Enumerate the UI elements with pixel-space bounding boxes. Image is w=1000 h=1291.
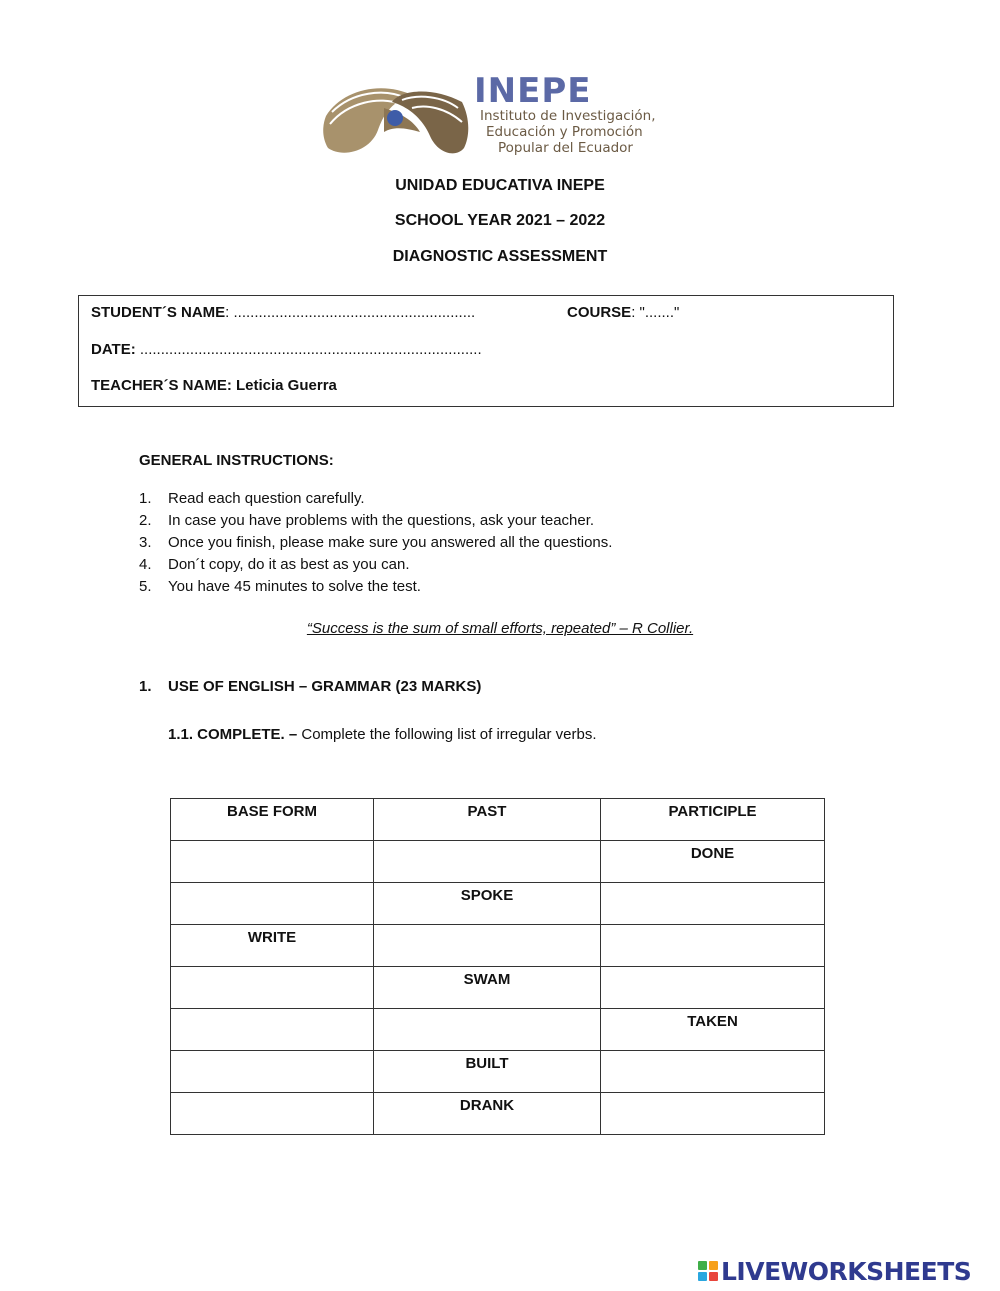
inepe-logo bbox=[322, 72, 682, 164]
assessment-title: DIAGNOSTIC ASSESSMENT bbox=[392, 248, 608, 265]
past-cell: DRANK bbox=[374, 1093, 601, 1135]
instruction-item bbox=[139, 576, 612, 598]
past-cell[interactable] bbox=[374, 925, 601, 967]
student-name-line[interactable] bbox=[91, 304, 475, 321]
instruction-text: Once you finish, please make sure you answered all the questions. bbox=[168, 534, 613, 551]
student-name-label: STUDENT´S NAME bbox=[91, 304, 226, 321]
instructions-list bbox=[139, 488, 612, 598]
teacher-line bbox=[91, 377, 337, 394]
instruction-text: Don´t copy, do it as best as you can. bbox=[168, 556, 410, 573]
past-cell[interactable] bbox=[374, 841, 601, 883]
participle-cell: DONE bbox=[601, 841, 825, 883]
table-row bbox=[171, 883, 825, 925]
participle-cell[interactable] bbox=[601, 1093, 825, 1135]
logo-subtitle-line-3: Popular del Ecuador bbox=[498, 140, 633, 156]
base-form-cell: WRITE bbox=[171, 925, 374, 967]
date-line[interactable] bbox=[91, 341, 482, 358]
section-number: 1. bbox=[139, 678, 152, 695]
logo-subtitle-line-1: Instituto de Investigación, bbox=[480, 108, 656, 124]
teacher-name: TEACHER´S NAME: Leticia Guerra bbox=[91, 377, 337, 394]
instruction-item bbox=[139, 554, 612, 576]
course-line[interactable] bbox=[567, 304, 679, 321]
table-row bbox=[171, 967, 825, 1009]
past-cell: BUILT bbox=[374, 1051, 601, 1093]
column-header-past: PAST bbox=[374, 799, 601, 841]
school-year: SCHOOL YEAR 2021 – 2022 bbox=[394, 212, 606, 229]
section-title-text: USE OF ENGLISH – GRAMMAR (23 MARKS) bbox=[168, 678, 482, 695]
motivational-quote: “Success is the sum of small efforts, repeated” – R Collier. bbox=[306, 620, 694, 637]
instruction-text: You have 45 minutes to solve the test. bbox=[168, 578, 421, 595]
past-cell: SWAM bbox=[374, 967, 601, 1009]
participle-cell: TAKEN bbox=[601, 1009, 825, 1051]
base-form-cell[interactable] bbox=[171, 1009, 374, 1051]
instruction-number: 3. bbox=[139, 534, 152, 551]
instruction-item bbox=[139, 510, 612, 532]
instruction-item bbox=[139, 488, 612, 510]
subsection-1-1 bbox=[168, 726, 597, 743]
date-label: DATE: bbox=[91, 341, 136, 358]
logo-subtitle-line-2: Educación y Promoción bbox=[486, 124, 643, 140]
column-header-participle: PARTICIPLE bbox=[601, 799, 825, 841]
subsection-text: Complete the following list of irregular verbs. bbox=[297, 726, 597, 743]
participle-cell[interactable] bbox=[601, 967, 825, 1009]
base-form-cell[interactable] bbox=[171, 1051, 374, 1093]
table-row bbox=[171, 1093, 825, 1135]
instruction-number: 5. bbox=[139, 578, 152, 595]
table-row bbox=[171, 841, 825, 883]
base-form-cell[interactable] bbox=[171, 1093, 374, 1135]
past-cell: SPOKE bbox=[374, 883, 601, 925]
section-1-title bbox=[139, 678, 481, 695]
participle-cell[interactable] bbox=[601, 1051, 825, 1093]
instruction-text: Read each question carefully. bbox=[168, 490, 365, 507]
instruction-number: 4. bbox=[139, 556, 152, 573]
date-field[interactable]: .................................................................................. bbox=[135, 341, 482, 358]
student-info-box bbox=[78, 295, 894, 407]
course-field[interactable]: : "......." bbox=[631, 304, 680, 321]
column-header-base-form: BASE FORM bbox=[171, 799, 374, 841]
liveworksheets-logo-icon bbox=[698, 1261, 718, 1281]
brand-name: LIVEWORKSHEETS bbox=[721, 1256, 972, 1286]
table-row bbox=[171, 1009, 825, 1051]
instruction-text: In case you have problems with the questions, ask your teacher. bbox=[168, 512, 595, 529]
subsection-label: 1.1. COMPLETE. – bbox=[168, 726, 298, 743]
student-name-field[interactable]: : .......................................................... bbox=[225, 304, 476, 321]
instruction-number: 2. bbox=[139, 512, 152, 529]
base-form-cell[interactable] bbox=[171, 841, 374, 883]
participle-cell[interactable] bbox=[601, 925, 825, 967]
past-cell[interactable] bbox=[374, 1009, 601, 1051]
base-form-cell[interactable] bbox=[171, 883, 374, 925]
hands-emblem-icon bbox=[323, 88, 468, 153]
base-form-cell[interactable] bbox=[171, 967, 374, 1009]
table-header-row bbox=[171, 799, 825, 841]
logo-title: INEPE bbox=[474, 72, 592, 111]
course-label: COURSE bbox=[567, 304, 632, 321]
table-row bbox=[171, 1051, 825, 1093]
instruction-item bbox=[139, 532, 612, 554]
table-row bbox=[171, 925, 825, 967]
instructions-title: GENERAL INSTRUCTIONS: bbox=[139, 452, 334, 469]
school-name: UNIDAD EDUCATIVA INEPE bbox=[395, 177, 605, 194]
participle-cell[interactable] bbox=[601, 883, 825, 925]
instruction-number: 1. bbox=[139, 490, 152, 507]
irregular-verbs-table bbox=[170, 798, 825, 1135]
liveworksheets-brand bbox=[698, 1256, 971, 1286]
